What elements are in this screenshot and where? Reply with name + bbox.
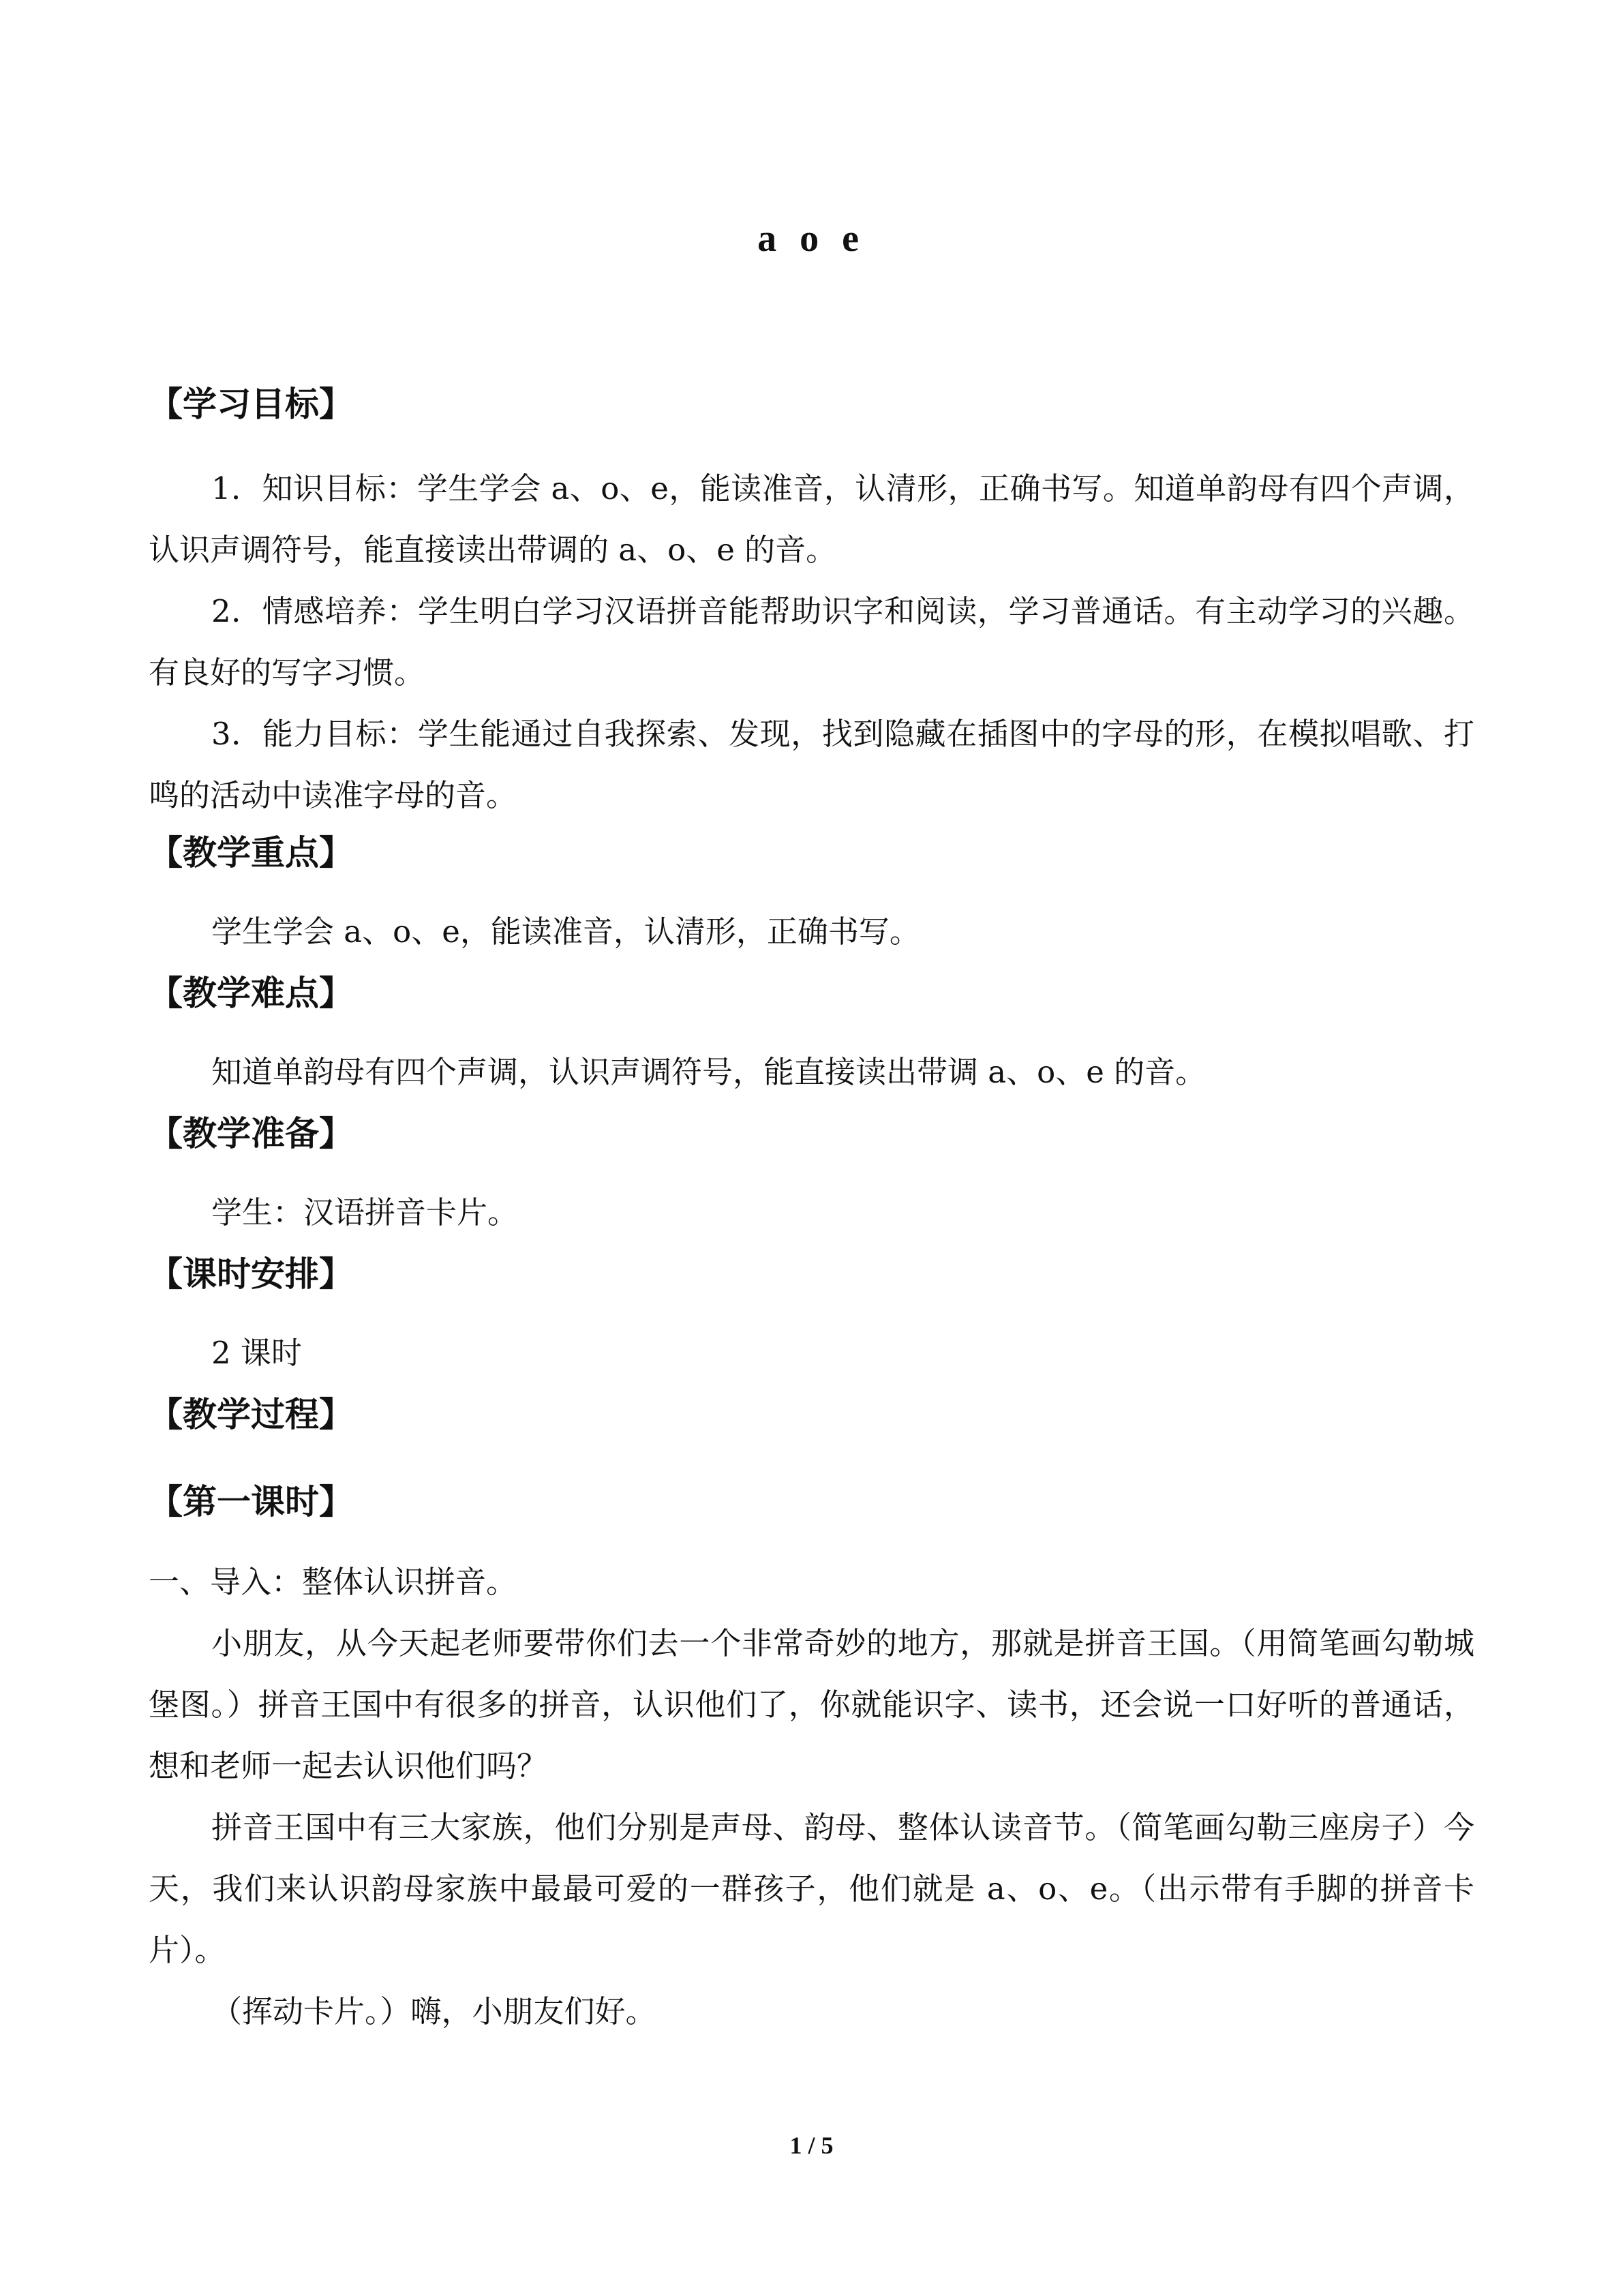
section-heading-lesson1: 【第一课时】 [149, 1482, 353, 1522]
key-points-text: 学生学会 a、o、e，能读准音，认清形，正确书写。 [211, 913, 920, 950]
page-number: 1 / 5 [789, 2132, 834, 2159]
step-title: 一、导入：整体认识拼音。 [149, 1564, 517, 1600]
objective-item: 1．知识目标：学生学会 a、o、e，能读准音，认清形，正确书写。知道单韵母有四个声调，认识声调符号，能直接读出带调的 a、o、e 的音。 [149, 470, 1474, 568]
objective-item: 2．情感培养：学生明白学习汉语拼音能帮助识字和阅读，学习普通话。有主动学习的兴趣。有良好的写字习惯。 [149, 593, 1474, 691]
schedule-text: 2 课时 [211, 1335, 302, 1371]
preparation-text: 学生：汉语拼音卡片。 [211, 1194, 519, 1230]
objective-item: 3．能力目标：学生能通过自我探索、发现，找到隐藏在插图中的字母的形，在模拟唱歌、打鸣的活动中读准字母的音。 [149, 716, 1474, 813]
section-heading-difficulties: 【教学难点】 [149, 973, 353, 1013]
section-heading-objectives: 【学习目标】 [149, 384, 353, 424]
section-heading-process: 【教学过程】 [149, 1395, 353, 1434]
section-heading-preparation: 【教学准备】 [149, 1114, 353, 1153]
lesson-paragraph: 小朋友，从今天起老师要带你们去一个非常奇妙的地方，那就是拼音王国。（用简笔画勾勒城堡图。）拼音王国中有很多的拼音，认识他们了，你就能识字、读书，还会说一口好听的普通话，想和老师一起去认识他们吗？ [149, 1625, 1474, 1784]
lesson-paragraph: 拼音王国中有三大家族，他们分别是声母、韵母、整体认读音节。（简笔画勾勒三座房子）今天，我们来认识韵母家族中最最可爱的一群孩子，他们就是 a、o、e。（出示带有手脚的拼音卡片）。 [149, 1809, 1474, 1968]
lesson-paragraph: （挥动卡片。）嗨，小朋友们好。 [211, 1993, 656, 2029]
section-heading-schedule: 【课时安排】 [149, 1254, 353, 1294]
difficulties-text: 知道单韵母有四个声调，认识声调符号，能直接读出带调 a、o、e 的音。 [211, 1054, 1207, 1090]
section-heading-key-points: 【教学重点】 [149, 833, 353, 873]
page-title: a o e [757, 217, 866, 260]
document-body [149, 382, 1474, 2042]
